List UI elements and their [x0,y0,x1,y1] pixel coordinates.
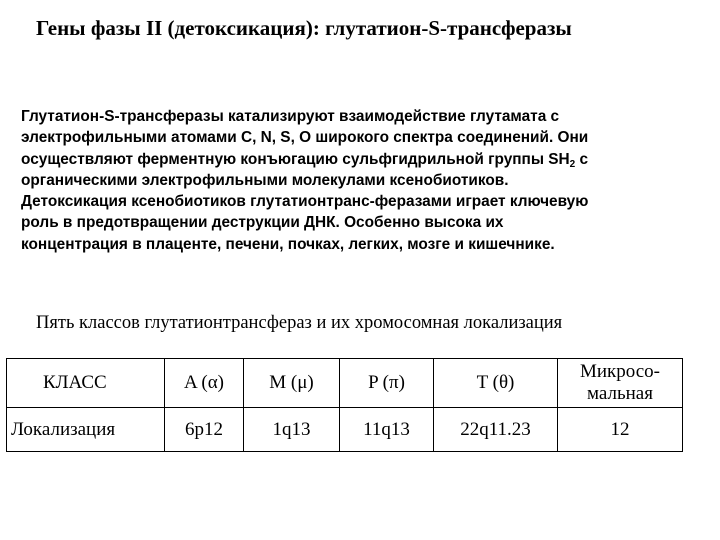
localization-value: 6p12 [165,408,244,452]
paragraph-line: роль в предотвращении деструкции ДНК. Особенно высока их [21,214,504,232]
paragraph-line: Детоксикация ксенобиотиков глутатионтранс-феразами играет ключевую [21,193,589,211]
localization-value: 22q11.23 [434,408,558,452]
paragraph-line-text: осуществляют ферментную конъюгацию сульфгидрильной группы SH [21,150,570,168]
paragraph-line [21,149,715,170]
table-row [7,408,683,452]
header-class-microsomal [558,359,683,408]
header-class-p: P (π) [340,359,434,408]
header-class-m: M (μ) [244,359,340,408]
localization-value: 12 [558,408,683,452]
microsomal-label-line: мальная [587,383,653,404]
header-class-label: КЛАСС [7,359,165,408]
table-caption: Пять классов глутатионтрансфераз и их хромосомная локализация [36,313,563,333]
paragraph-line: Глутатион-S-трансферазы катализируют взаимодействие глутамата с [21,108,560,125]
subscript-2: 2 [569,158,576,170]
slide-title: Гены фазы II (детоксикация): глутатион-S-трансферазы [36,16,572,40]
microsomal-label-line: Микросо- [579,361,661,382]
row-localization-label: Локализация [7,408,165,452]
paragraph-line: органическими электрофильными молекулами ксенобиотиков. [21,171,509,189]
description-paragraph [21,106,715,255]
paragraph-line-text: с [575,150,589,168]
microsomal-label [580,361,660,405]
header-class-a: A (α) [165,359,244,408]
header-class-t: T (θ) [434,359,558,408]
localization-table [6,358,683,452]
paragraph-line: электрофильными атомами C, N, S, O широкого спектра соединений. Они [21,129,589,147]
table-header-row [7,359,683,408]
localization-value: 1q13 [244,408,340,452]
paragraph-line: концентрация в плаценте, печени, почках, легких, мозге и кишечнике. [21,235,555,253]
localization-value: 11q13 [340,408,434,452]
